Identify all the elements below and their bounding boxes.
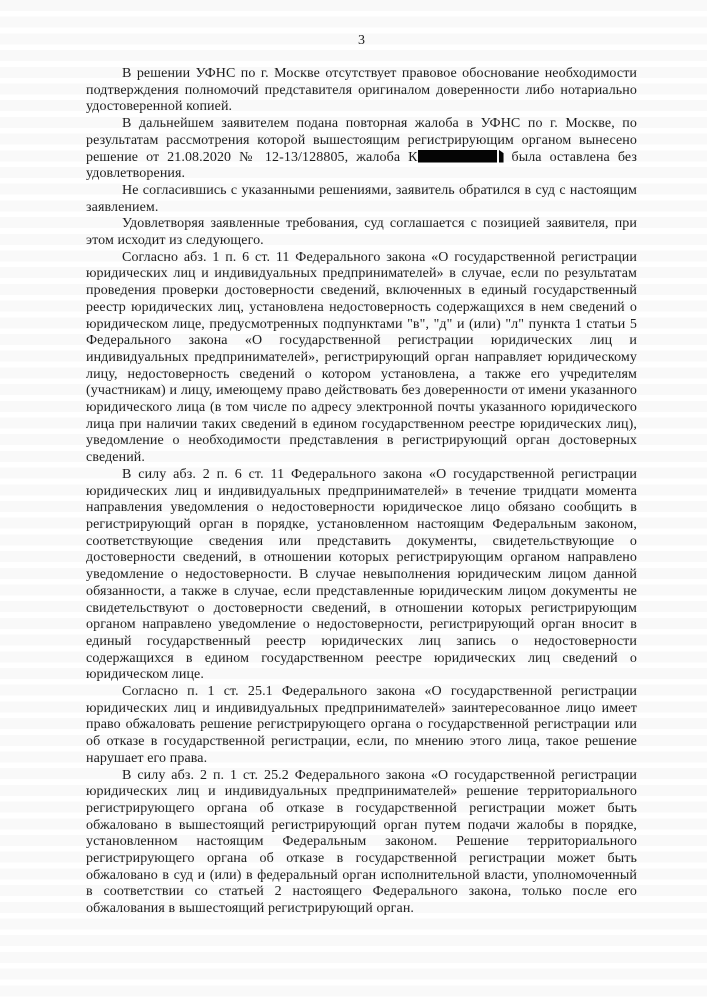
paragraph-repeat-complaint — [86, 116, 637, 183]
document-body — [86, 66, 637, 918]
redaction-bar — [418, 150, 504, 163]
paragraph-court-application: Не согласившись с указанными решениями, заявитель обратился в суд с настоящим заявлением. — [86, 182, 637, 215]
paragraph-text-after-redaction: была оставлена без удовлетворения. — [86, 149, 637, 182]
paragraph-court-position: Удовлетворяя заявленные требования, суд соглашается с позицией заявителя, при этом исходит из следующего. — [86, 216, 637, 249]
paragraph-law-art11-p6-abz2: В силу абз. 2 п. 6 ст. 11 Федерального закона «О государственной регистрации юридических лиц и индивидуальных предпринимателей» в течение тридцати момента направления уведомления о недостоверности юридическое лицо обязано сообщить в регистрирующий орган в порядке, установленном настоящим Федеральным законом, соответствующие сведения или представить документы, свидетельствующие о достоверности сведений, в отношении которых регистрирующим органом направлено уведомление о недостоверности. В случае невыполнения юридическим лицом данной обязанности, а также в случае, если представленные юридическим лицом документы не свидетельствуют о достоверности сведений, в отношении которых регистрирующим органом направлено уведомление о недостоверности, регистрирующий орган вносит в единый государственный реестр юридических лиц запись о недостоверности содержащихся в едином государственном реестре юридических лиц сведений о юридическом лице. — [86, 466, 637, 683]
page-number: 3 — [358, 33, 365, 48]
paragraph-law-art25-2: В силу абз. 2 п. 1 ст. 25.2 Федерального закона «О государственной регистрации юридических лиц и индивидуальных предпринимателей» решение территориального регистрирующего органа об отказе в государственной регистрации может быть обжаловано в вышестоящий регистрирующий орган путем подачи жалобы в порядке, установленном настоящим Федеральным законом. Решение территориального регистрирующего органа об отказе в государственной регистрации может быть обжаловано в суд и (или) в федеральный орган исполнительной власти, уполномоченный в соответствии со статьей 2 настоящего Федерального закона, только после его обжалования в вышестоящий регистрирующий орган. — [86, 767, 637, 917]
paragraph-text-before-redaction: В дальнейшем заявителем подана повторная жалоба в УФНС по г. Москве, по результатам рассмотрения которой вышестоящим регистрирующим органом вынесено решение от 21.08.2020 № 12-13/128805, жалоба К — [86, 116, 637, 165]
paragraph-ufns-decision: В решении УФНС по г. Москве отсутствует правовое обоснование необходимости подтверждения полномочий представителя оригиналом доверенности либо нотариально удостоверенной копией. — [86, 66, 637, 115]
paragraph-law-art11-p6-abz1: Согласно абз. 1 п. 6 ст. 11 Федерального закона «О государственной регистрации юридических лиц и индивидуальных предпринимателей» в случае, если по результатам проведения проверки достоверности сведений, включенных в единый государственный реестр юридических лиц, установлена недостоверность содержащихся в нем сведений о юридическом лице, предусмотренных подпунктами "в", "д" и (или) "л" пункта 1 статьи 5 Федерального закона «О государственной регистрации юридических лиц и индивидуальных предпринимателей», регистрирующий орган направляет юридическому лицу, недостоверность сведений о котором установлена, а также его учредителям (участникам) и лицу, имеющему право действовать без доверенности от имени указанного юридического лица (в том числе по адресу электронной почты указанного юридического лица при наличии таких сведений в едином государственном реестре юридических лиц), уведомление о необходимости представления в регистрирующий орган достоверных сведений. — [86, 249, 637, 466]
paragraph-law-art25-1: Согласно п. 1 ст. 25.1 Федерального закона «О государственной регистрации юридических лиц и индивидуальных предпринимателей» заинтересованное лицо имеет право обжаловать решение регистрирующего органа о государственной регистрации или об отказе в государственной регистрации, если, по мнению этого лица, такое решение нарушает его права. — [86, 684, 637, 766]
